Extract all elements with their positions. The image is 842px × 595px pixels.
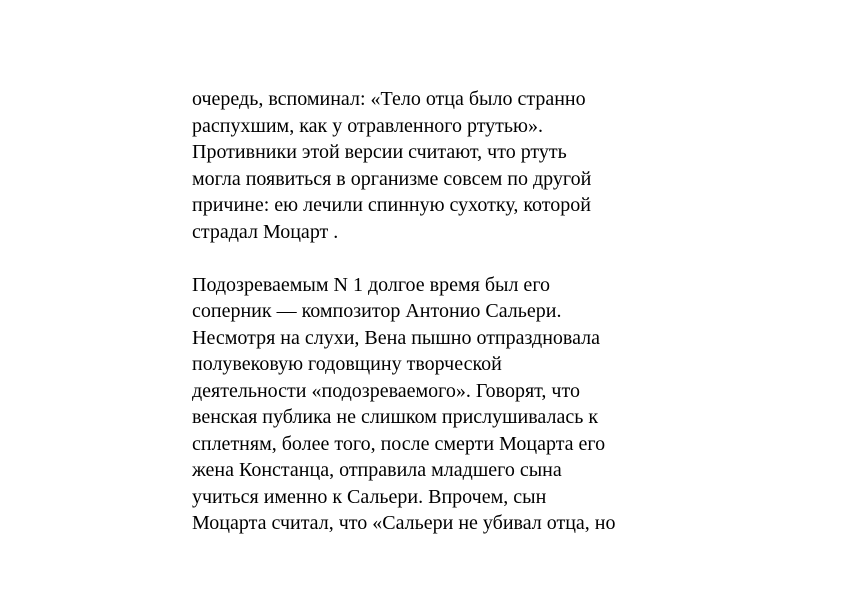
text-line: очередь, вспоминал: «Тело отца было странно (192, 88, 586, 110)
text-line: страдал Моцарт . (192, 220, 339, 243)
text-line: распухшим, как у отравленного ртутью». (192, 114, 543, 137)
text-line: Моцарта считал, что «Сальери не убивал отца, но (192, 512, 616, 534)
text-line: причине: ею лечили спинную сухотку, которой (192, 194, 591, 216)
paragraph-2 (192, 272, 692, 537)
text-line: полувековую годовщину творческой (192, 353, 502, 375)
text-line: соперник — композитор Антонио Сальери. (192, 300, 562, 322)
text-line: венская публика не слишком прислушивалась к (192, 406, 599, 428)
text-line: Противники этой версии считают, что ртуть (192, 141, 567, 163)
text-line: сплетням, более того, после смерти Моцарта его (192, 432, 606, 455)
text-line: жена Констанца, отправила младшего сына (192, 459, 562, 481)
body-text (192, 86, 692, 537)
text-line: Подозреваемым N 1 долгое время был его (192, 273, 551, 296)
text-line: деятельности «подозреваемого». Говорят, что (192, 379, 580, 402)
paragraph-spacer (192, 245, 692, 272)
text-line: могла появиться в организме совсем по другой (192, 167, 592, 190)
text-line: Несмотря на слухи, Вена пышно отпраздновала (192, 326, 601, 349)
text-line: учиться именно к Сальери. Впрочем, сын (192, 485, 547, 508)
paragraph-1 (192, 86, 692, 245)
